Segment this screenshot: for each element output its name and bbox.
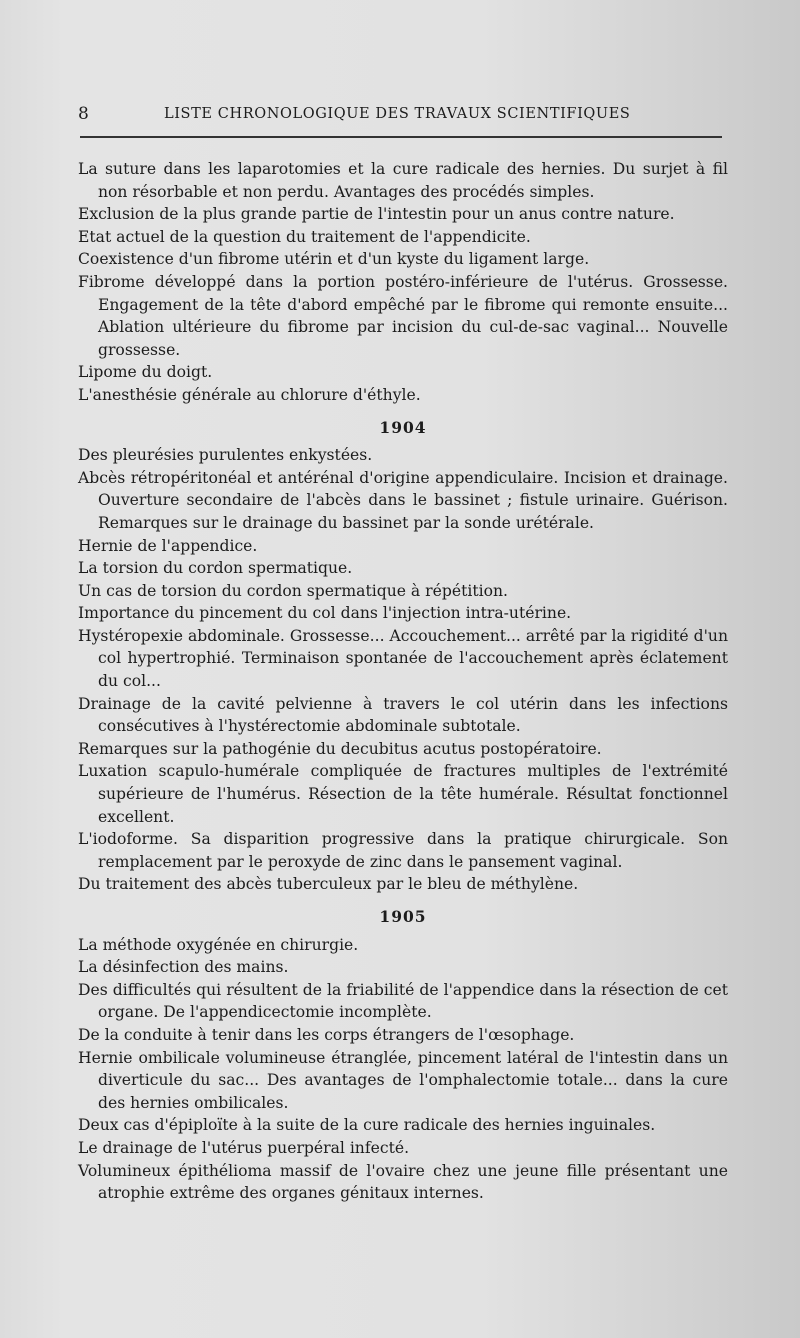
- list-item: Etat actuel de la question du traitement de l'appendicite.: [78, 227, 531, 246]
- list-item: La suture dans les laparotomies et la cure radicale des hernies. Du surjet à fil non résorbable et non perdu. Avantages des procédés simples.: [78, 160, 728, 201]
- list-item: Des pleurésies purulentes enkystées.: [78, 446, 373, 465]
- list-item: Remarques sur la pathogénie du decubitus acutus postopératoire.: [78, 739, 602, 758]
- list-item: Volumineux épithélioma massif de l'ovaire chez une jeune fille présentant une atrophie extrême des organes génitaux internes.: [78, 1161, 728, 1203]
- header-rule: [80, 136, 722, 138]
- running-head-title: LISTE CHRONOLOGIQUE DES TRAVAUX SCIENTIFIQUES: [164, 106, 631, 122]
- list-item: Hernie de l'appendice.: [78, 536, 258, 555]
- list-item: Un cas de torsion du cordon spermatique à répétition.: [78, 581, 508, 600]
- list-item: Le drainage de l'utérus puerpéral infecté.: [78, 1138, 410, 1157]
- list-item: Luxation scapulo-humérale compliquée de fractures multiples de l'extrémité supérieure de l'humérus. Résection de la tête humérale. Résultat fonctionnel excellent.: [78, 762, 728, 826]
- list-item: Abcès rétropéritonéal et antérénal d'origine appendiculaire. Incision et drainage. Ouverture secondaire de l'abcès dans le bassinet ; fistule urinaire. Guérison. Remarques sur le drainage du bassinet par la sonde urétérale.: [78, 468, 728, 532]
- list-item: Fibrome développé dans la portion postéro-inférieure de l'utérus. Grossesse. Engagement de la tête d'abord empêché par le fibrome qui remonte ensuite... Ablation ultérieure du fibrome par incision du cul-de-sac vaginal... Nouvelle grossesse.: [78, 272, 728, 359]
- list-item: Des difficultés qui résultent de la friabilité de l'appendice dans la résection de cet organe. De l'appendicectomie incomplète.: [78, 980, 728, 1022]
- list-item: Lipome du doigt.: [78, 363, 213, 382]
- running-head: [78, 104, 728, 130]
- list-item: Hernie ombilicale volumineuse étranglée, pincement latéral de l'intestin dans un diverticule du sac... Des avantages de l'omphalectomie totale... dans la cure des hernies ombilicales.: [78, 1048, 728, 1112]
- list-item: La torsion du cordon spermatique.: [78, 559, 353, 578]
- list-item: De la conduite à tenir dans les corps étrangers de l'œsophage.: [78, 1025, 575, 1044]
- list-item: La méthode oxygénée en chirurgie.: [78, 935, 359, 954]
- list-item: Du traitement des abcès tuberculeux par le bleu de méthylène.: [78, 875, 579, 894]
- publication-list: [78, 158, 728, 1205]
- list-item: Exclusion de la plus grande partie de l'intestin pour un anus contre nature.: [78, 205, 675, 224]
- year-heading-1904: 1904: [379, 417, 427, 437]
- list-item: Deux cas d'épiploïte à la suite de la cure radicale des hernies inguinales.: [78, 1116, 656, 1135]
- year-heading-1905: 1905: [379, 907, 427, 926]
- list-item: Drainage de la cavité pelvienne à travers le col utérin dans les infections consécutives à l'hystérectomie abdominale subtotale.: [78, 694, 728, 736]
- list-item: Importance du pincement du col dans l'injection intra-utérine.: [78, 604, 572, 623]
- list-item: Coexistence d'un fibrome utérin et d'un kyste du ligament large.: [78, 250, 590, 269]
- list-item: La désinfection des mains.: [78, 958, 289, 977]
- list-item: Hystéropexie abdominale. Grossesse... Accouchement... arrêté par la rigidité d'un col hypertrophié. Terminaison spontanée de l'accouchement après éclatement du col...: [78, 626, 728, 691]
- list-item: L'iodoforme. Sa disparition progressive dans la pratique chirurgicale. Son remplacement par le peroxyde de zinc dans le pansement vaginal.: [78, 830, 728, 871]
- list-item: L'anesthésie générale au chlorure d'éthyle.: [78, 385, 421, 404]
- page-number: 8: [78, 104, 89, 124]
